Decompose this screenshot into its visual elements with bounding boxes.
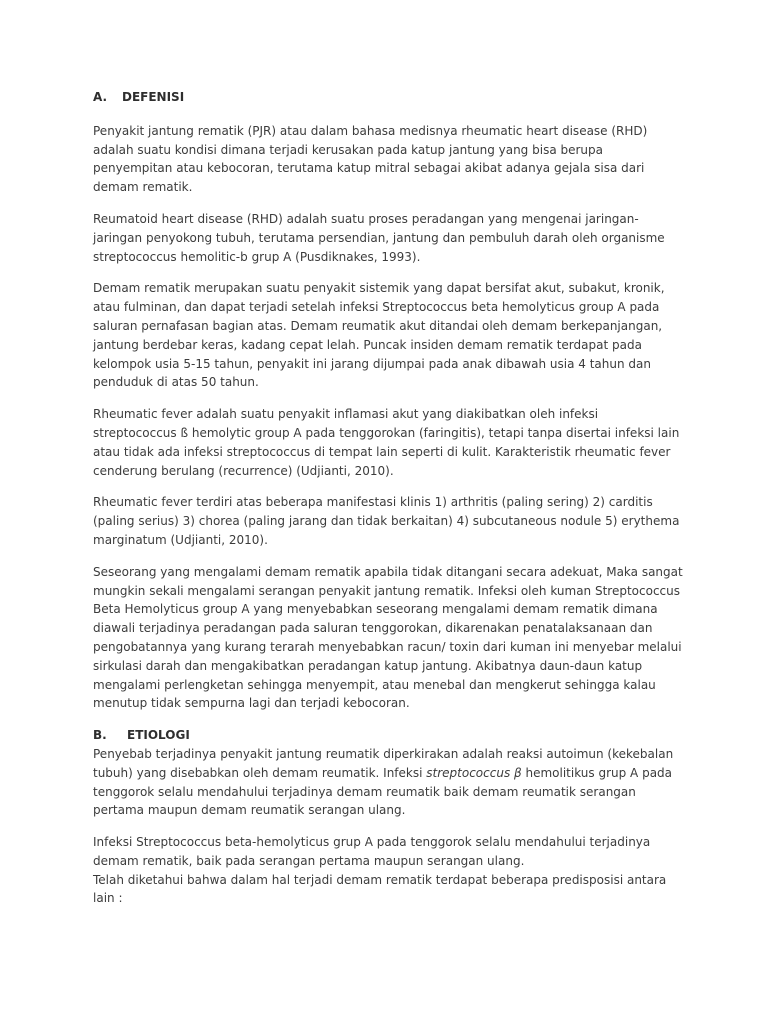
document-page [93,88,683,921]
paragraph-italic-text: streptococcus β [426,765,522,780]
section-title: DEFENISI [122,90,185,104]
paragraph: Demam rematik merupakan suatu penyakit sistemik yang dapat bersifat akut, subakut, kronik, atau fulminan, dan dapat terjadi setelah infeksi Streptococcus beta hemolyticus group A pada saluran pernafasan bagian atas. Demam reumatik akut ditandai oleh demam berkepanjangan, jantung berdebar keras, kadang cepat lelah. Puncak insiden demam rematik terdapat pada kelompok usia 5-15 tahun, penyakit ini jarang dijumpai pada anak dibawah usia 4 tahun dan penduduk di atas 50 tahun. [93,281,665,390]
section-letter: A. [93,90,108,104]
paragraph: Telah diketahui bahwa dalam hal terjadi demam rematik terdapat beberapa predisposisi antara lain : [93,872,667,906]
section-heading-defenisi [93,88,683,107]
paragraph: Rheumatic fever adalah suatu penyakit inflamasi akut yang diakibatkan oleh infeksi streptococcus ß hemolytic group A pada tenggorokan (faringitis), tetapi tanpa disertai infeksi lain atau tidak ada infeksi streptococcus di tempat lain seperti di kulit. Karakteristik rheumatic fever cenderung berulang (recurrence) (Udjianti, 2010). [93,407,680,478]
paragraph: Rheumatic fever terdiri atas beberapa manifestasi klinis 1) arthritis (paling sering) 2) carditis (paling serius) 3) chorea (paling jarang dan tidak berkaitan) 4) subcutaneous nodule 5) erythema marginatum (Udjianti, 2010). [93,495,680,547]
paragraph: Infeksi Streptococcus beta-hemolyticus grup A pada tenggorok selalu mendahului terjadinya demam rematik, baik pada serangan pertama maupun serangan ulang. [93,835,651,868]
paragraph: Seseorang yang mengalami demam rematik apabila tidak ditangani secara adekuat, Maka sangat mungkin sekali mengalami serangan penyakit jantung rematik. Infeksi oleh kuman Streptococcus Beta Hemolyticus group A yang menyebabkan seseorang mengalami demam rematik dimana diawali terjadinya peradangan pada saluran tenggorokan, dikarenakan penatalaksanaan dan pengobatannya yang kurang terarah menyebabkan racun/ toxin dari kuman ini menyebar melalui sirkulasi darah dan mengakibatkan peradangan katup jantung. Akibatnya daun-daun katup mengalami perlengketan sehingga menyempit, atau menebal dan mengkerut sehingga kalau menutup tidak sempurna lagi dan terjadi kebocoran. [93,564,683,711]
section-letter: B. [93,728,107,743]
paragraph-text: hemolitikus grup A pada tenggorok selalu mendahului terjadinya demam reumatik baik demam reumatik serangan pertama maupun demam reumatik serangan ulang. [93,765,673,818]
paragraph: Reumatoid heart disease (RHD) adalah suatu proses peradangan yang mengenai jaringan-jaringan penyokong tubuh, terutama persendian, jantung dan pembuluh darah oleh organisme streptococcus hemolitic-b grup A (Pusdiknakes, 1993). [93,211,665,264]
section-title: ETIOLOGI [127,728,190,743]
paragraph [93,745,683,820]
paragraph: Penyakit jantung rematik (PJR) atau dalam bahasa medisnya rheumatic heart disease (RHD) adalah suatu kondisi dimana terjadi kerusakan pada katup jantung yang bisa berupa penyempitan atau kebocoran, terutama katup mitral sebagai akibat adanya gejala sisa dari demam rematik. [93,123,648,195]
section-heading-etiologi [93,726,683,745]
paragraph-text: Penyebab terjadinya penyakit jantung reumatik diperkirakan adalah reaksi autoimun (kekebalan tubuh) yang disebabkan oleh demam reumatik. Infeksi [93,746,674,780]
